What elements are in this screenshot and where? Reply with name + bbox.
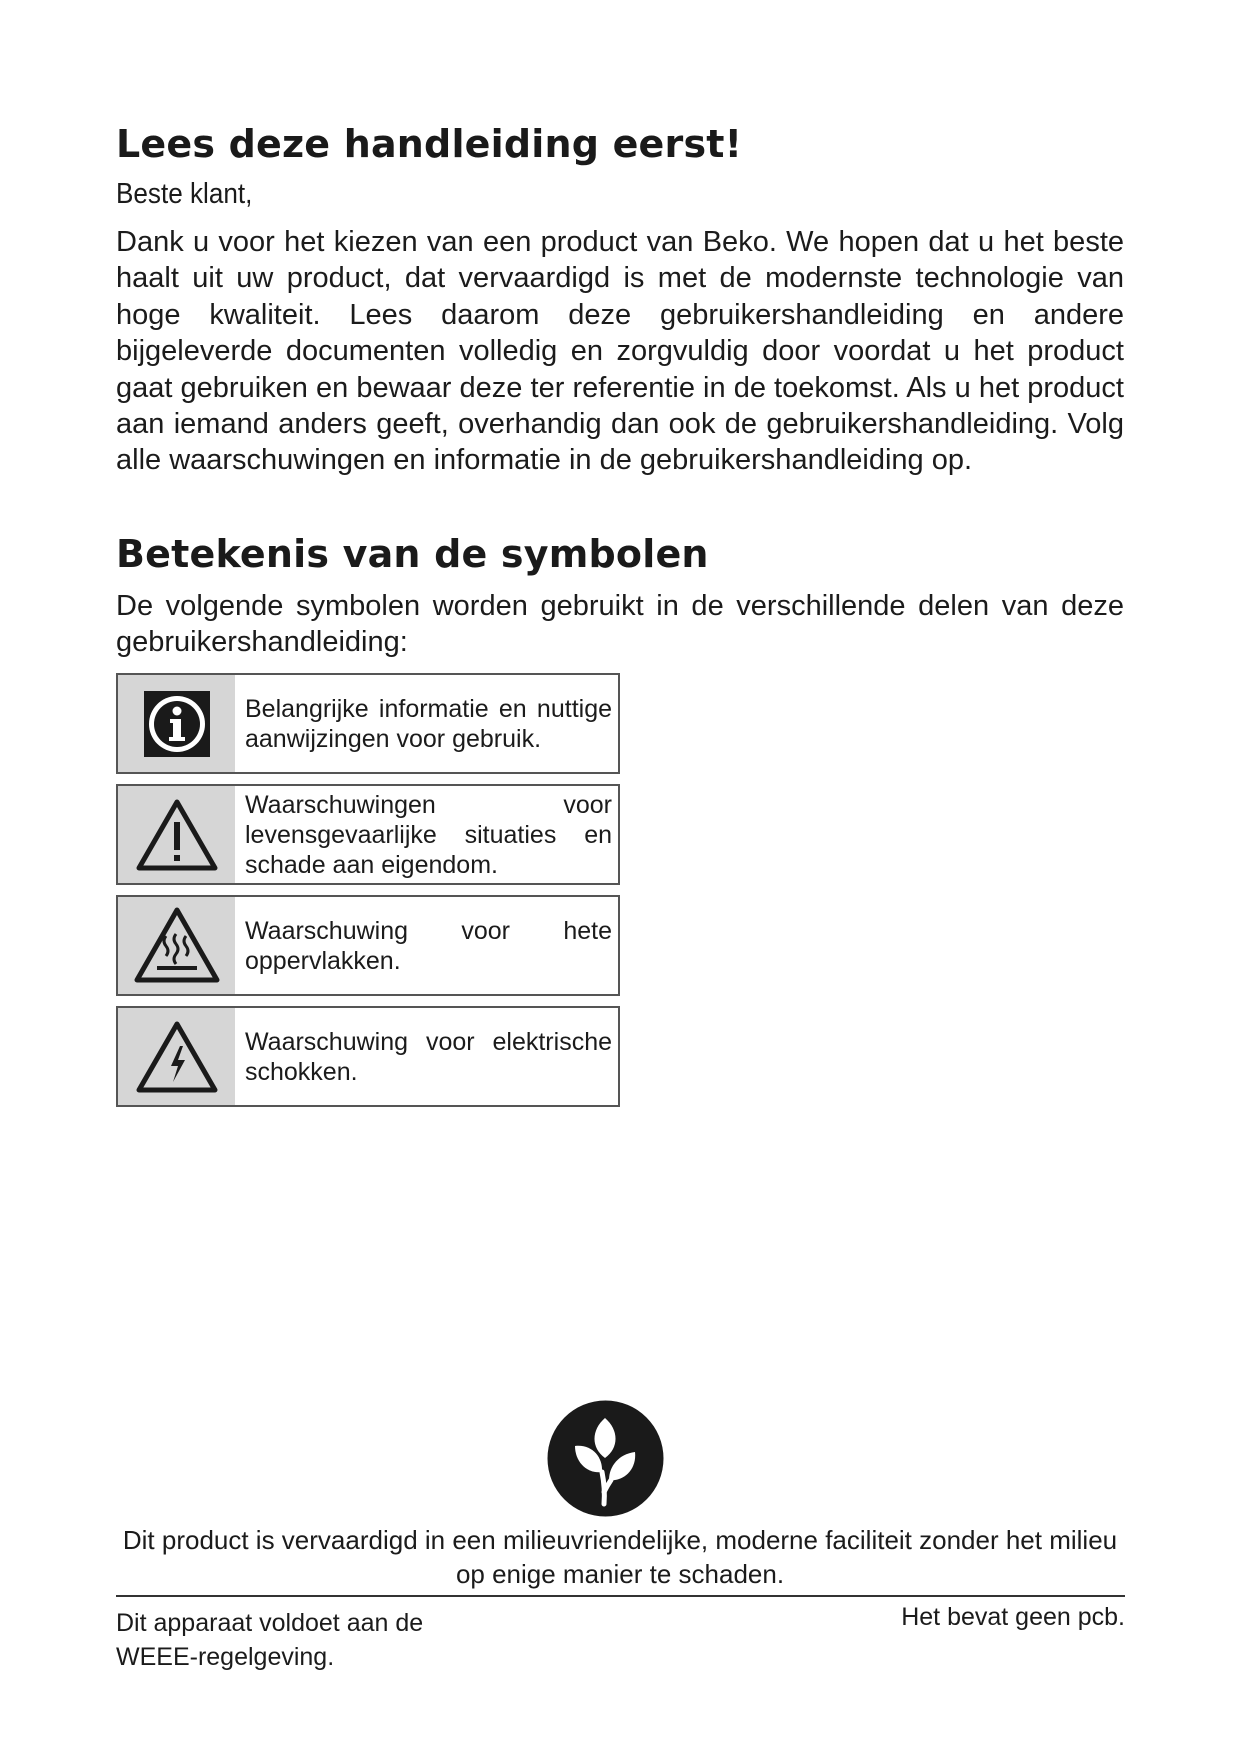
symbol-row-hot-surface [116,895,620,996]
info-icon [142,689,212,759]
symbol-icon-cell [118,897,235,994]
symbol-row-info [116,673,620,774]
symbol-icon-cell [118,675,235,772]
symbol-icon-cell [118,1008,235,1105]
symbols-intro-paragraph: De volgende symbolen worden gebruikt in de verschillende delen van deze gebruikershandleiding: [116,590,1124,659]
section-title-read-first: Lees deze handleiding eerst! [116,122,743,166]
weee-compliance-note: Dit apparaat voldoet aan de WEEE-regelgeving. [116,1609,424,1671]
symbol-description: Belangrijke informatie en nuttige aanwijzingen voor gebruik. [245,694,612,753]
symbol-icon-cell [118,786,235,883]
symbol-row-electric-shock [116,1006,620,1107]
symbol-description: Waarschuwing voor elektrische schokken. [245,1027,612,1086]
warning-exclamation-icon [133,796,221,874]
intro-paragraph: Dank u voor het kiezen van een product van Beko. We hopen dat u het beste haalt uit uw product, dat vervaardigd is met de modernste technologie van hoge kwaliteit. Lees daarom deze gebruikershandleiding en andere bijgeleverde documenten volledig en zorgvuldig door voordat u het product gaat gebruiken en bewaar deze ter referentie in de toekomst. Als u het product aan iemand anders geeft, overhandig dan ook de gebruikershandleiding. Volg alle waarschuwingen en informatie in de gebruikershandleiding op. [116,226,1124,477]
symbol-description: Waarschuwingen voor levensgevaarlijke situaties en schade aan eigendom. [245,790,612,879]
leaf-icon [547,1400,664,1517]
footer-divider [116,1595,1125,1597]
electric-shock-icon [133,1018,221,1096]
hot-surface-icon [133,906,221,986]
symbol-description: Waarschuwing voor hete oppervlakken. [245,916,612,975]
section-title-symbols: Betekenis van de symbolen [116,532,709,576]
symbol-row-warning [116,784,620,885]
greeting: Beste klant, [116,178,253,210]
eco-statement: Dit product is vervaardigd in een milieuvriendelijke, moderne faciliteit zonder het milieu op enige manier te schaden. [122,1525,1118,1589]
pcb-note: Het bevat geen pcb. [901,1603,1125,1631]
